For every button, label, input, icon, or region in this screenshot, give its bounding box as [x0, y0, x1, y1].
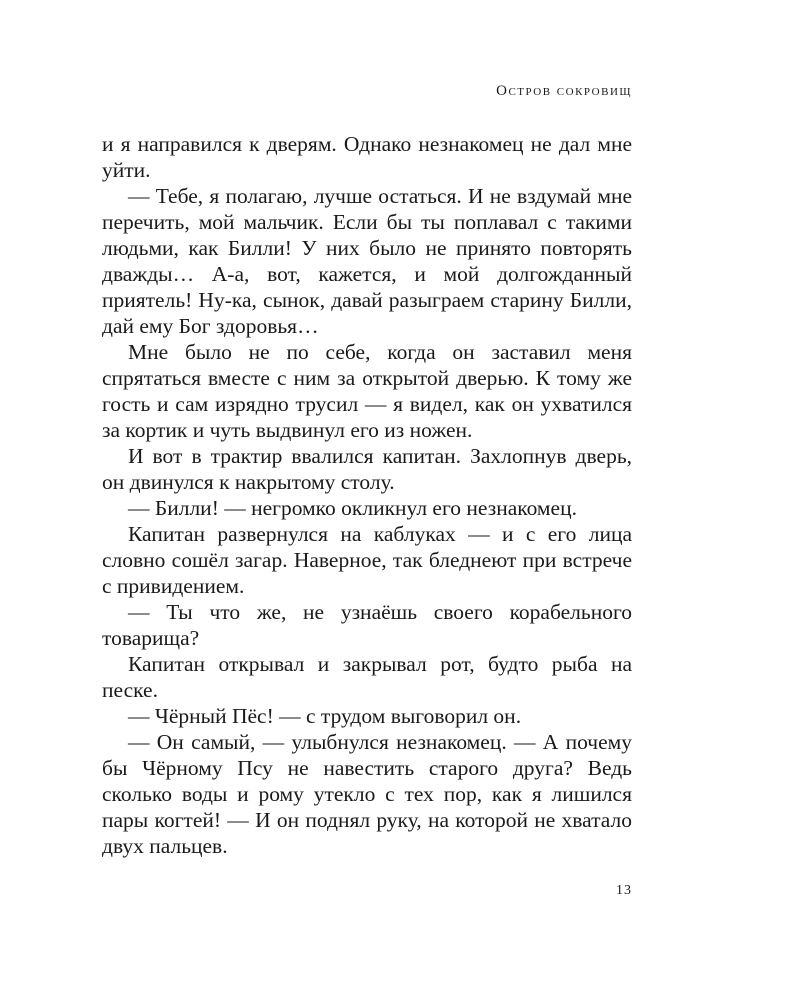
page-number: 13	[616, 883, 632, 898]
paragraph: — Он самый, — улыбнулся незнакомец. — А почему бы Чёрному Псу не навестить старого друга? Ведь сколько воды и рому утекло с тех пор, как я лишился пары когтей! — И он поднял руку, на которой не хватало двух пальцев.	[102, 730, 632, 858]
paragraph: Капитан развернулся на каблуках — и с его лица словно сошёл загар. Наверное, так бледнеют при встрече с привидением.	[102, 522, 632, 598]
running-head: Остров сокровищ	[496, 83, 632, 99]
paragraph: — Билли! — негромко окликнул его незнакомец.	[128, 496, 577, 520]
paragraph: И вот в трактир ввалился капитан. Захлопнув дверь, он двинулся к накрытому столу.	[102, 444, 632, 494]
paragraph: Мне было не по себе, когда он заставил меня спрятаться вместе с ним за открытой дверью. К тому же гость и сам изрядно трусил — я видел, как он ухватился за кортик и чуть выдвинул его из ножен.	[102, 340, 632, 442]
paragraph: — Ты что же, не узнаёшь своего корабельного товарища?	[102, 600, 632, 650]
paragraph: — Чёрный Пёс! — с трудом выговорил он.	[128, 704, 522, 728]
paragraph: — Тебе, я полагаю, лучше остаться. И не вздумай мне перечить, мой мальчик. Если бы ты поплавал с такими людьми, как Билли! У них было не принято повторять дважды… А-а, вот, кажется, и мой долгожданный приятель! Ну-ка, сынок, давай разыграем старину Билли, дай ему Бог здоровья…	[102, 184, 632, 338]
paragraph: и я направился к дверям. Однако незнакомец не дал мне уйти.	[102, 132, 632, 182]
paragraph: Капитан открывал и закрывал рот, будто рыба на песке.	[102, 652, 632, 702]
body-text	[102, 131, 632, 859]
